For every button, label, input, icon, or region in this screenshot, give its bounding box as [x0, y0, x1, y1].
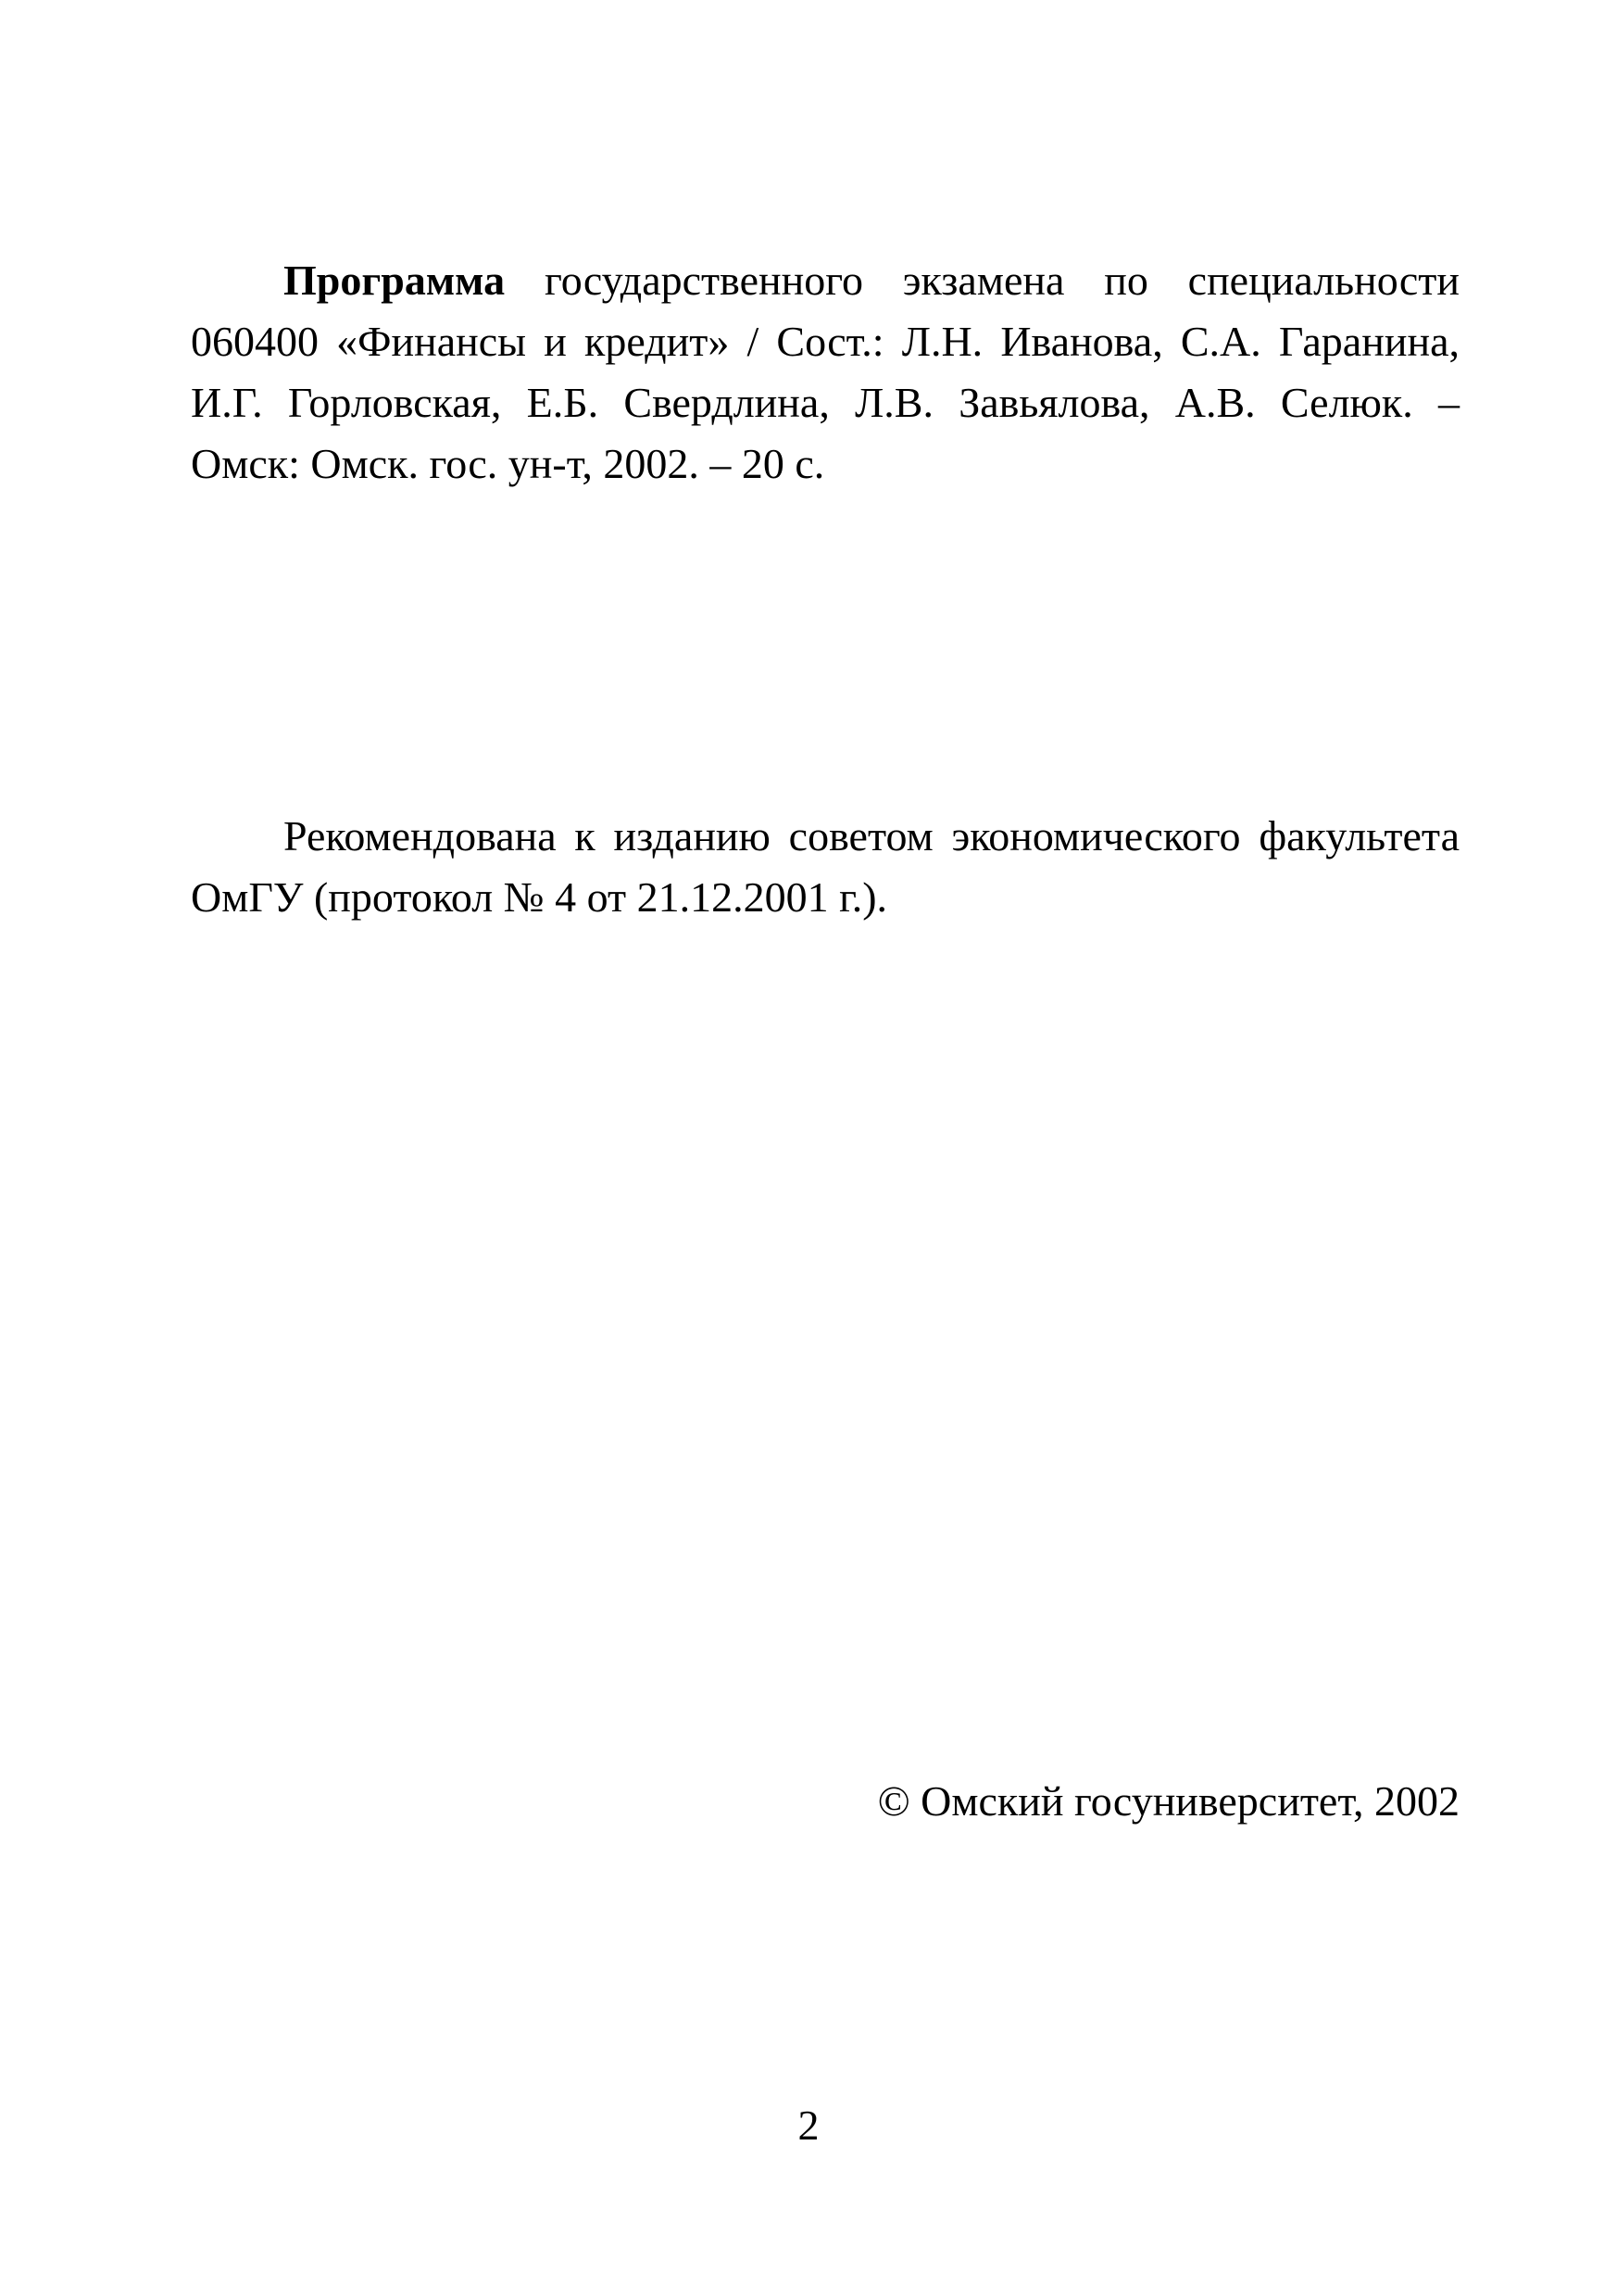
recommendation-note: Рекомендована к изданию советом экономического факультета ОмГУ (протокол № 4 от 21.12.2001 г.). — [191, 812, 1460, 921]
copyright-notice: © Омский госуниверситет, 2002 — [877, 1777, 1460, 1825]
bibliographic-record — [191, 250, 1460, 495]
title-lead: Программа — [283, 257, 506, 304]
page-number: 2 — [797, 2102, 820, 2149]
bibliographic-text: государственного экзамена по специальности 060400 «Финансы и кредит» / Сост.: Л.Н. Иванова, С.А. Гаранина, И.Г. Горловская, Е.Б. Свердлина, Л.В. Завьялова, А.В. Селюк. – Омск: Омск. гос. ун-т, 2002. – 20 с. — [191, 257, 1460, 487]
